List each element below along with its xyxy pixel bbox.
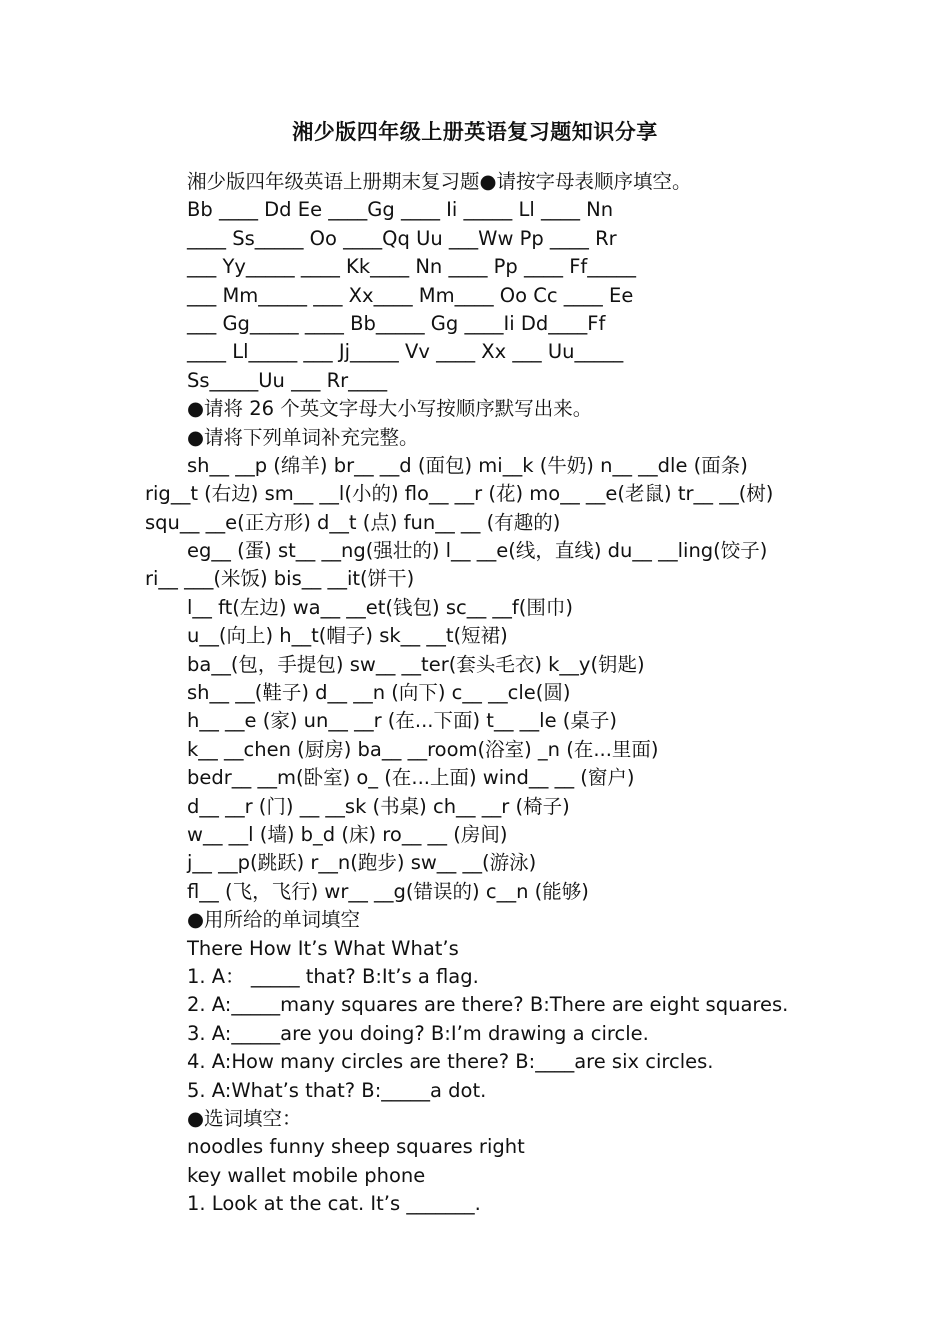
text-line: 5. A:What’s that? B:_____a dot. [187, 1078, 487, 1102]
text-line: ●用所给的单词填空 [187, 908, 361, 932]
page-title: 湘少版四年级上册英语复习题知识分享 [292, 120, 658, 144]
text-line: There How It’s What What’s [187, 936, 459, 960]
text-line: fl__ (飞，飞行) wr__ __g(错误的) c__n (能够) [187, 879, 589, 903]
document-body [145, 168, 825, 1218]
text-line: j__ __p(跳跃) r__n(跑步) sw__ __(游泳) [187, 851, 537, 875]
text-line: 1. A： _____ that? B:It’s a flag. [187, 964, 479, 988]
text-line: 4. A:How many circles are there? B:____are six circles. [187, 1050, 714, 1074]
text-line: ●请将 26 个英文字母大小写按顺序默写出来。 [187, 397, 593, 421]
text-line: d__ __r (门) __ __sk (书桌) ch__ __r (椅子) [187, 794, 570, 818]
text-line: ___ Gg_____ ____ Bb_____ Gg ____Ii Dd____Ff [187, 311, 606, 335]
text-line: rig__t (右边) sm__ __l(小的) flo__ __r (花) mo__ __e(老鼠) tr__ __(树) [145, 482, 774, 506]
text-line: 2. A:_____many squares are there? B:There are eight squares. [187, 993, 789, 1017]
text-line: Ss_____Uu ___ Rr____ [187, 368, 388, 392]
text-line: ●选词填空： [187, 1106, 302, 1130]
text-line: ●请将下列单词补充完整。 [187, 425, 419, 449]
text-line: ri__ ___(米饭) bis__ __it(饼干) [145, 567, 415, 591]
text-line: Bb ____ Dd Ee ____Gg ____ Ii _____ Ll ____ Nn [187, 198, 614, 222]
text-line: w__ __l (墙) b_d (床) ro__ __ (房间) [187, 822, 508, 846]
text-line: ____ Ss_____ Oo ____Qq Uu ___Ww Pp ____ Rr [187, 226, 617, 250]
text-line: eg__ (蛋) st__ __ng(强壮的) l__ __e(线，直线) du__ __ling(饺子) [187, 539, 768, 563]
text-line: ___ Yy_____ ____ Kk____ Nn ____ Pp ____ Ff_____ [187, 255, 637, 279]
text-line: noodles funny sheep squares right [187, 1135, 525, 1159]
text-line: l__ ft(左边) wa__ __et(钱包) sc__ __f(围巾) [187, 595, 574, 619]
text-line: ___ Mm_____ ___ Xx____ Mm____ Oo Cc ____ Ee [187, 283, 634, 307]
text-line: 1. Look at the cat. It’s _______. [187, 1192, 481, 1216]
text-line: sh__ __(鞋子) d__ __n (向下) c__ __cle(圆) [187, 681, 571, 705]
text-line: h__ __e (家) un__ __r (在...下面) t__ __le (桌子) [187, 709, 617, 733]
text-line: squ__ __e(正方形) d__t (点) fun__ __ (有趣的) [145, 510, 561, 534]
text-line: key wallet mobile phone [187, 1163, 426, 1187]
text-line: ____ Ll_____ ___ Jj_____ Vv ____ Xx ___ Uu_____ [187, 340, 624, 364]
text-line: sh__ __p (绵羊) br__ __d (面包) mi__k (牛奶) n__ __dle (面条) [187, 453, 748, 477]
text-line: k__ __chen (厨房) ba__ __room(浴室) _n (在...里面) [187, 737, 659, 761]
text-line: bedr__ __m(卧室) o_ (在...上面) wind__ __ (窗户) [187, 766, 635, 790]
text-line: 湘少版四年级英语上册期末复习题●请按字母表顺序填空。 [187, 170, 692, 193]
text-line: u__(向上) h__t(帽子) sk__ __t(短裙) [187, 624, 508, 648]
text-line: ba__(包，手提包) sw__ __ter(套头毛衣) k__y(钥匙) [187, 652, 645, 676]
text-line: 3. A:_____are you doing? B:I’m drawing a circle. [187, 1021, 649, 1045]
